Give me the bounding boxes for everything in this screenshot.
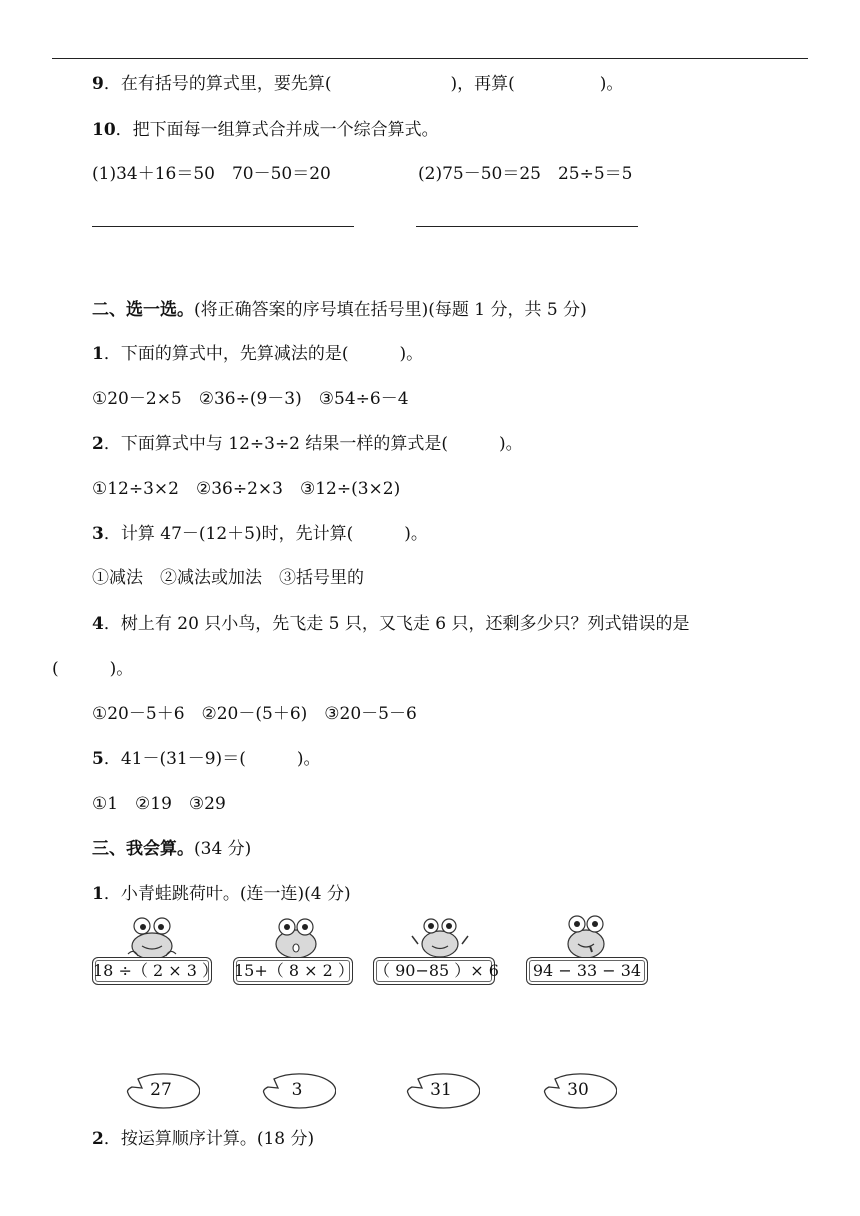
question-text: ．在有括号的算式里，要先算( )，再算( )。 (103, 74, 624, 94)
lily-pad-value: 3 (291, 1080, 303, 1100)
question-number: 2 (92, 1129, 104, 1149)
expression-box-4[interactable]: 94 − 33 − 34 (526, 957, 648, 985)
choice-question-5 (92, 747, 320, 771)
question-number: 1 (92, 344, 104, 364)
choice-options-4: ①20－5＋6 ②20－(5＋6) ③20－5－6 (92, 704, 417, 724)
question-text: ．小青蛙跳荷叶。 (103, 884, 240, 904)
question-text: ．41－(31－9)＝( )。 (103, 749, 321, 769)
question-text: ．计算 47－(12＋5)时，先计算( )。 (103, 524, 428, 544)
expression-box-1[interactable]: 18 ÷（ 2 × 3 ） (92, 957, 212, 985)
question-text: ．下面算式中与 12÷3÷2 结果一样的算式是( )。 (103, 434, 523, 454)
choice-options-5: ①1 ②19 ③29 (92, 794, 226, 814)
question-text: ．把下面每一组算式合并成一个综合算式。 (115, 120, 439, 140)
question-note: (18 分) (256, 1129, 315, 1149)
frog-icon (266, 914, 326, 960)
frog-icon (410, 914, 470, 960)
answer-blank-1[interactable] (92, 226, 354, 227)
frog-icon (558, 912, 614, 960)
question-number: 2 (92, 434, 104, 454)
calc-question-2 (92, 1127, 314, 1151)
calc-question-1 (92, 882, 351, 906)
question-number: 4 (92, 614, 104, 634)
section-2-heading (92, 298, 587, 322)
choice-options-1: ①20－2×5 ②36÷(9－3) ③54÷6－4 (92, 389, 409, 409)
lily-pad-value: 30 (567, 1080, 589, 1100)
lily-pad-1[interactable] (122, 1071, 200, 1109)
lily-pad-3[interactable] (402, 1071, 480, 1109)
lily-pad-value: 27 (150, 1080, 172, 1100)
expression-box-2[interactable]: 15+（ 8 × 2 ） (233, 957, 353, 985)
top-rule (52, 58, 808, 59)
section-3-heading (92, 837, 251, 861)
question-number: 10 (92, 120, 116, 140)
answer-blank-2[interactable] (416, 226, 638, 227)
question-number: 9 (92, 74, 104, 94)
lily-pad-2[interactable] (258, 1071, 336, 1109)
question-10 (92, 118, 439, 142)
section-title: 三、我会算。 (92, 839, 194, 859)
question-note: (连一连)(4 分) (239, 884, 351, 904)
section-title: 二、选一选。 (92, 300, 194, 320)
lily-pad-value: 31 (430, 1080, 452, 1100)
question-number: 1 (92, 884, 104, 904)
choice-question-4-cont: ( )。 (52, 659, 134, 679)
choice-question-1 (92, 342, 423, 366)
expression-box-3[interactable]: （ 90−85 ）× 6 (373, 957, 495, 985)
question-text: ．树上有 20 只小鸟，先飞走 5 只，又飞走 6 只，还剩多少只？列式错误的是 (103, 614, 690, 634)
section-note: (34 分) (194, 839, 252, 859)
choice-options-2: ①12÷3×2 ②36÷2×3 ③12÷(3×2) (92, 479, 401, 499)
choice-question-3 (92, 522, 428, 546)
choice-options-3: ①减法 ②减法或加法 ③括号里的 (92, 568, 364, 588)
question-9 (92, 72, 623, 96)
frog-icon (122, 914, 182, 960)
question-text: ．按运算顺序计算。 (103, 1129, 257, 1149)
question-number: 5 (92, 749, 104, 769)
choice-question-4 (92, 612, 690, 636)
choice-question-2 (92, 432, 523, 456)
lily-pad-4[interactable] (539, 1071, 617, 1109)
question-number: 3 (92, 524, 104, 544)
question-text: ．下面的算式中，先算减法的是( )。 (103, 344, 424, 364)
q10-group-1: (1)34＋16＝50 70－50＝20 (92, 164, 331, 184)
section-note: (将正确答案的序号填在括号里)(每题 1 分，共 5 分) (194, 300, 587, 320)
q10-group-2: (2)75－50＝25 25÷5＝5 (418, 164, 633, 184)
